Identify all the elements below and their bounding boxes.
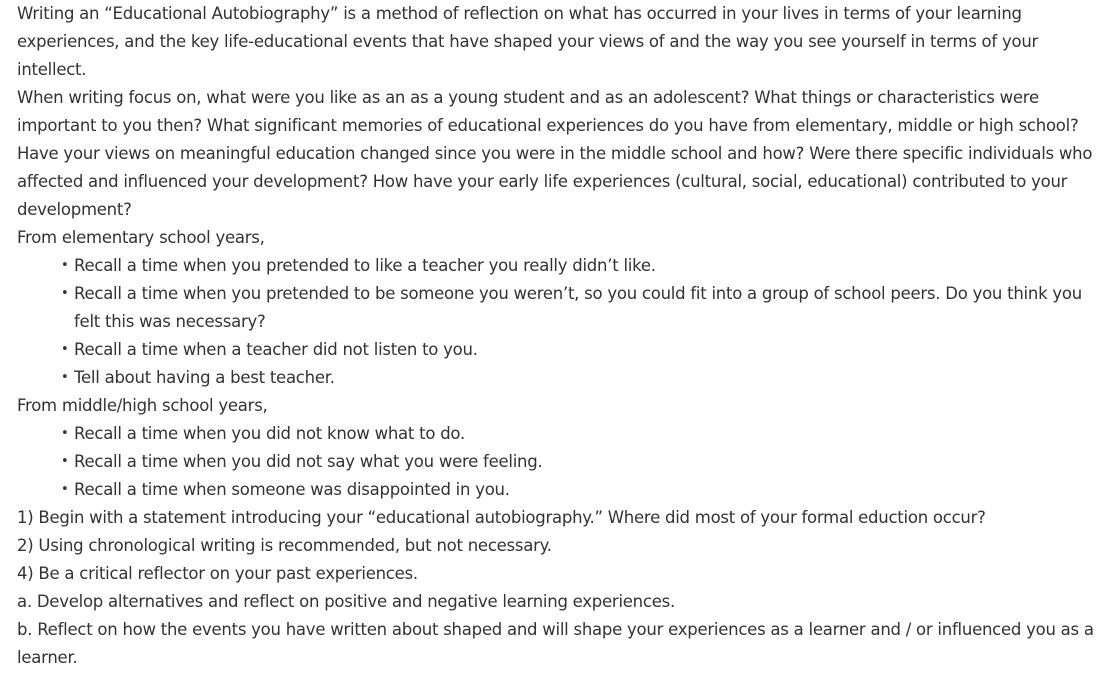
elementary-list [17, 252, 1099, 392]
step-4: 4) Be a critical reflector on your past experiences. [17, 564, 418, 583]
elementary-heading: From elementary school years, [17, 228, 265, 247]
list-item: • Tell about having a best teacher. [61, 364, 1099, 392]
middle-high-list [17, 420, 1099, 504]
step-4a: a. Develop alternatives and reflect on positive and negative learning experiences. [17, 592, 675, 611]
list-item: • Recall a time when you did not say what you were feeling. [61, 448, 1099, 476]
intro-paragraph: Writing an “Educational Autobiography” is a method of reflection on what has occurred in your lives in terms of your learning experiences, and the key life-educational events that have shaped your views of and the way you see yourself in terms of your intellect. [17, 4, 1039, 79]
list-item: • Recall a time when you did not know what to do. [61, 420, 1099, 448]
step-1: 1) Begin with a statement introducing your “educational autobiography.” Where did most of your formal eduction occur? [17, 508, 986, 527]
guiding-questions-paragraph: When writing focus on, what were you like as an as a young student and as an adolescent? What things or characteristics were important to you then? What significant memories of educational experiences do you have from elementary, middle or high school? Have your views on meaningful education changed since you were in the middle school and how? Were there specific individuals who affected and influenced your development? How have your early life experiences (cultural, social, educational) contributed to your development? [17, 88, 1093, 219]
middle-high-heading: From middle/high school years, [17, 396, 268, 415]
step-4b: b. Reflect on how the events you have written about shaped and will shape your experiences as a learner and / or influenced you as a learner. [17, 620, 1094, 667]
step-2: 2) Using chronological writing is recommended, but not necessary. [17, 536, 552, 555]
list-item: • Recall a time when you pretended to be someone you weren’t, so you could fit into a group of school peers. Do you think you felt this was necessary? [61, 280, 1099, 336]
list-item: • Recall a time when a teacher did not listen to you. [61, 336, 1099, 364]
list-item: • Recall a time when someone was disappointed in you. [61, 476, 1099, 504]
list-item: • Recall a time when you pretended to like a teacher you really didn’t like. [61, 252, 1099, 280]
